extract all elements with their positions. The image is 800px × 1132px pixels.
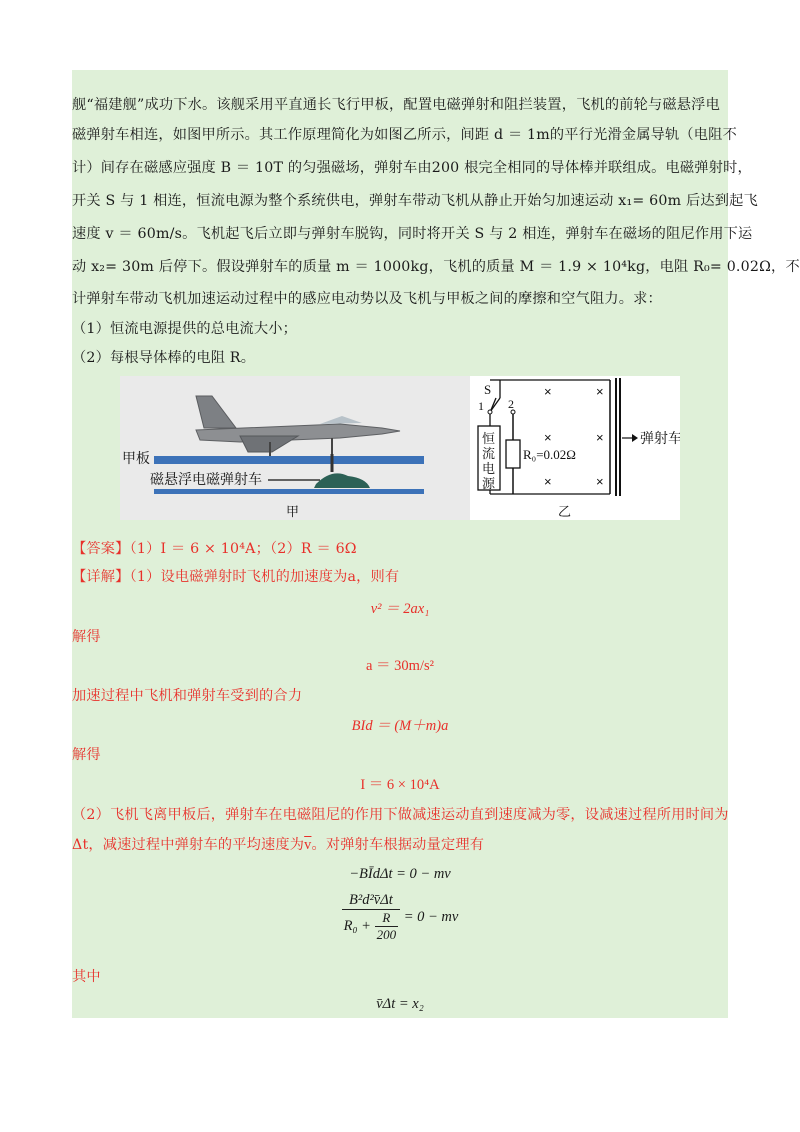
problem-line-2: 磁弹射车相连，如图甲所示。其工作原理简化为如图乙所示，间距 d ＝ 1m的平行光滑金属导轨（电阻不 (72, 127, 737, 143)
deck-label: 甲板 (122, 450, 150, 466)
field-cross: × (544, 474, 552, 489)
caption-right: 乙 (558, 504, 572, 519)
deck-line-top (154, 456, 424, 464)
circuit-car-label: 弹射车 (640, 430, 680, 446)
source-char-4: 源 (482, 476, 496, 491)
switch-label: S (484, 382, 492, 397)
problem-line-4: 开关 S 与 1 相连，恒流电源为整个系统供电，弹射车带动飞机从静止开始匀加速运动 x₁= 60m 后达到起飞 (72, 193, 758, 209)
switch-pos-2: 2 (508, 397, 514, 411)
equation-6 (72, 892, 728, 943)
equation-3: BId ＝ (M＋m)a (351, 718, 449, 734)
problem-line-1: 舰“福建舰”成功下水。该舰采用平直通长飞行甲板，配置电磁弹射和阻拦装置，飞机的前轮与磁悬浮电 (72, 97, 720, 113)
equation-6-inner-den: 200 (376, 927, 397, 942)
equation-6-inner-num: R (375, 910, 399, 927)
field-cross: × (596, 430, 604, 445)
answer-text: （1）I ＝ 6 × 10⁴A；（2）R ＝ 6Ω (129, 541, 357, 557)
force-line: 加速过程中飞机和弹射车受到的合力 (72, 688, 303, 704)
car-arrow-head (632, 434, 638, 442)
equation-6-fraction (342, 892, 400, 943)
figure (120, 376, 680, 520)
source-char-2: 流 (482, 446, 496, 461)
car-label: 磁悬浮电磁弹射车 (150, 471, 262, 487)
question-2: （2）每根导体棒的电阻 R。 (72, 350, 256, 366)
problem-line-3: 计）间存在磁感应强度 B ＝ 10T 的匀强磁场，弹射车由200 根完全相同的导体棒并联组成。电磁弹射时， (72, 160, 752, 176)
field-cross: × (596, 474, 604, 489)
part2-line-1: （2）飞机飞离甲板后，弹射车在电磁阻尼的作用下做减速运动直到速度减为零，设减速过程所用时间为 (72, 807, 729, 823)
equation-2: a ＝ 30m/s² (366, 658, 434, 674)
equation-6-rhs: = 0 − mv (403, 908, 459, 925)
v-bar-symbol: $\overline{v}$ (304, 837, 312, 853)
solve-label-1: 解得 (72, 629, 101, 645)
where-label: 其中 (72, 969, 101, 985)
detail-intro: （1）设电磁弹射时飞机的加速度为a，则有 (129, 569, 400, 585)
source-char-1: 恒 (482, 431, 496, 446)
equation-5: −BĪdΔt = 0 − mv (349, 866, 451, 882)
detail-tag: 【详解】 (72, 569, 130, 585)
question-1: （1）恒流电源提供的总电流大小； (72, 321, 298, 337)
deck-line-bottom (154, 489, 424, 494)
switch-contact-1 (488, 410, 492, 414)
answer-line (72, 538, 728, 560)
equation-7: v̄Δt = x₂ (376, 996, 424, 1012)
equation-1: v² ＝ 2ax₁ (370, 601, 430, 617)
field-cross: × (544, 430, 552, 445)
equation-6-numerator: B²d²v̄Δt (342, 892, 400, 910)
problem-line-6: 动 x₂= 30m 后停下。假设弹射车的质量 m ＝ 1000kg，飞机的质量 M ＝ 1.9 × 10⁴kg，电阻 R₀= 0.02Ω，不 (72, 259, 800, 275)
problem-line-5: 速度 v ＝ 60m/s。飞机起飞后立即与弹射车脱钩，同时将开关 S 与 2 相连，弹射车在磁场的阻尼作用下运 (72, 226, 753, 242)
equation-4: I ＝ 6 × 10⁴A (360, 777, 440, 793)
problem-line-7: 计弹射车带动飞机加速运动过程中的感应电动势以及飞机与甲板之间的摩擦和空气阻力。求： (72, 291, 662, 307)
field-cross: × (544, 384, 552, 399)
resistor-label: R₀=0.02Ω (523, 447, 576, 462)
part2-text-b: 。对弹射车根据动量定理有 (311, 837, 485, 853)
field-cross: × (596, 384, 604, 399)
solve-label-2: 解得 (72, 747, 101, 763)
part2-text-a: Δt，减速过程中弹射车的平均速度为 (72, 837, 305, 853)
equation-6-inner-fraction (375, 910, 399, 943)
caption-left: 甲 (286, 504, 300, 519)
figure-left-bg (120, 376, 470, 520)
source-char-3: 电 (482, 461, 496, 476)
figure-drawing (120, 376, 680, 520)
equation-6-denominator (342, 910, 400, 943)
answer-tag: 【答案】 (72, 541, 130, 557)
part2-line-2 (72, 834, 728, 856)
switch-pos-1: 1 (478, 399, 484, 413)
detail-intro-line (72, 566, 728, 588)
equation-6-den-a: R₀ + (343, 917, 371, 934)
